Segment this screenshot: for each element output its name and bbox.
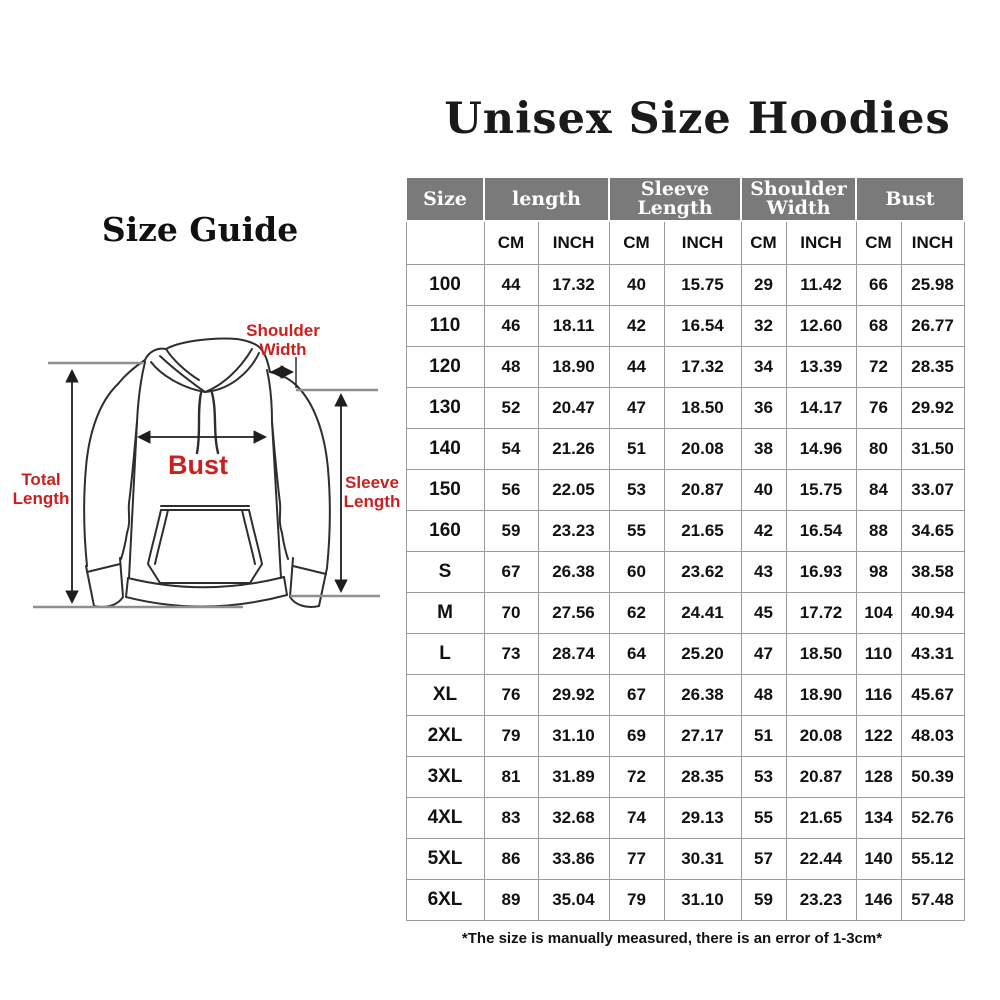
value-cell: 27.17 xyxy=(664,716,741,757)
table-row xyxy=(406,634,964,675)
size-cell: 3XL xyxy=(406,757,484,798)
value-cell: 44 xyxy=(609,347,664,388)
value-cell: 66 xyxy=(856,265,901,306)
value-cell: 79 xyxy=(609,880,664,921)
value-cell: 22.05 xyxy=(538,470,609,511)
size-cell: S xyxy=(406,552,484,593)
value-cell: 32.68 xyxy=(538,798,609,839)
value-cell: 98 xyxy=(856,552,901,593)
size-cell: 160 xyxy=(406,511,484,552)
size-cell: 5XL xyxy=(406,839,484,880)
value-cell: 47 xyxy=(609,388,664,429)
value-cell: 23.23 xyxy=(538,511,609,552)
value-cell: 27.56 xyxy=(538,593,609,634)
value-cell: 26.38 xyxy=(664,675,741,716)
value-cell: 31.50 xyxy=(901,429,964,470)
value-cell: 50.39 xyxy=(901,757,964,798)
value-cell: 31.89 xyxy=(538,757,609,798)
size-guide-heading: Size Guide xyxy=(101,210,299,249)
unit-header: INCH xyxy=(786,221,856,265)
col-header-bust: Bust xyxy=(856,177,964,221)
value-cell: 23.23 xyxy=(786,880,856,921)
value-cell: 42 xyxy=(741,511,786,552)
value-cell: 18.50 xyxy=(664,388,741,429)
value-cell: 33.07 xyxy=(901,470,964,511)
value-cell: 38.58 xyxy=(901,552,964,593)
table-row xyxy=(406,675,964,716)
footnote: *The size is manually measured, there is an error of 1-3cm* xyxy=(461,930,883,947)
value-cell: 34.65 xyxy=(901,511,964,552)
value-cell: 29 xyxy=(741,265,786,306)
value-cell: 17.72 xyxy=(786,593,856,634)
value-cell: 57 xyxy=(741,839,786,880)
value-cell: 81 xyxy=(484,757,538,798)
size-table-body xyxy=(406,265,964,921)
value-cell: 15.75 xyxy=(664,265,741,306)
value-cell: 31.10 xyxy=(664,880,741,921)
total-length-label: Total Length xyxy=(12,470,70,509)
value-cell: 55 xyxy=(741,798,786,839)
value-cell: 29.13 xyxy=(664,798,741,839)
value-cell: 48.03 xyxy=(901,716,964,757)
value-cell: 52.76 xyxy=(901,798,964,839)
value-cell: 88 xyxy=(856,511,901,552)
value-cell: 16.54 xyxy=(664,306,741,347)
table-row xyxy=(406,265,964,306)
value-cell: 51 xyxy=(741,716,786,757)
value-cell: 16.54 xyxy=(786,511,856,552)
value-cell: 30.31 xyxy=(664,839,741,880)
value-cell: 29.92 xyxy=(901,388,964,429)
unit-header: CM xyxy=(484,221,538,265)
value-cell: 56 xyxy=(484,470,538,511)
bust-label: Bust xyxy=(168,450,228,480)
value-cell: 20.47 xyxy=(538,388,609,429)
value-cell: 62 xyxy=(609,593,664,634)
value-cell: 26.38 xyxy=(538,552,609,593)
col-header-size: Size xyxy=(406,177,484,221)
value-cell: 34 xyxy=(741,347,786,388)
value-cell: 35.04 xyxy=(538,880,609,921)
col-header-sleeve-length: Sleeve Length xyxy=(609,177,741,221)
value-cell: 46 xyxy=(484,306,538,347)
size-cell: M xyxy=(406,593,484,634)
value-cell: 21.65 xyxy=(664,511,741,552)
value-cell: 38 xyxy=(741,429,786,470)
table-row xyxy=(406,593,964,634)
value-cell: 86 xyxy=(484,839,538,880)
value-cell: 60 xyxy=(609,552,664,593)
size-cell: L xyxy=(406,634,484,675)
value-cell: 76 xyxy=(856,388,901,429)
table-row xyxy=(406,716,964,757)
col-header-length: length xyxy=(484,177,609,221)
value-cell: 31.10 xyxy=(538,716,609,757)
value-cell: 67 xyxy=(484,552,538,593)
size-table xyxy=(405,176,965,921)
value-cell: 28.35 xyxy=(901,347,964,388)
value-cell: 89 xyxy=(484,880,538,921)
value-cell: 18.90 xyxy=(786,675,856,716)
size-cell: 2XL xyxy=(406,716,484,757)
value-cell: 20.87 xyxy=(664,470,741,511)
size-cell: 130 xyxy=(406,388,484,429)
table-row xyxy=(406,511,964,552)
table-row xyxy=(406,757,964,798)
value-cell: 28.74 xyxy=(538,634,609,675)
unit-header: CM xyxy=(609,221,664,265)
value-cell: 76 xyxy=(484,675,538,716)
col-header-shoulder-width: Shoulder Width xyxy=(741,177,856,221)
value-cell: 18.90 xyxy=(538,347,609,388)
unit-header: CM xyxy=(856,221,901,265)
value-cell: 54 xyxy=(484,429,538,470)
table-row xyxy=(406,552,964,593)
value-cell: 11.42 xyxy=(786,265,856,306)
value-cell: 73 xyxy=(484,634,538,675)
value-cell: 28.35 xyxy=(664,757,741,798)
value-cell: 33.86 xyxy=(538,839,609,880)
value-cell: 15.75 xyxy=(786,470,856,511)
size-cell: 110 xyxy=(406,306,484,347)
value-cell: 17.32 xyxy=(538,265,609,306)
unit-header: INCH xyxy=(901,221,964,265)
value-cell: 14.17 xyxy=(786,388,856,429)
value-cell: 23.62 xyxy=(664,552,741,593)
table-row xyxy=(406,388,964,429)
size-cell: XL xyxy=(406,675,484,716)
size-cell: 140 xyxy=(406,429,484,470)
value-cell: 68 xyxy=(856,306,901,347)
value-cell: 80 xyxy=(856,429,901,470)
value-cell: 57.48 xyxy=(901,880,964,921)
size-cell: 150 xyxy=(406,470,484,511)
value-cell: 72 xyxy=(856,347,901,388)
value-cell: 72 xyxy=(609,757,664,798)
unit-header: CM xyxy=(741,221,786,265)
value-cell: 67 xyxy=(609,675,664,716)
value-cell: 83 xyxy=(484,798,538,839)
value-cell: 40 xyxy=(741,470,786,511)
table-row xyxy=(406,429,964,470)
size-cell: 4XL xyxy=(406,798,484,839)
table-row xyxy=(406,306,964,347)
table-group-header-row xyxy=(406,177,964,221)
value-cell: 134 xyxy=(856,798,901,839)
value-cell: 20.87 xyxy=(786,757,856,798)
value-cell: 64 xyxy=(609,634,664,675)
table-row xyxy=(406,839,964,880)
value-cell: 122 xyxy=(856,716,901,757)
value-cell: 53 xyxy=(609,470,664,511)
table-row xyxy=(406,470,964,511)
value-cell: 25.98 xyxy=(901,265,964,306)
value-cell: 24.41 xyxy=(664,593,741,634)
value-cell: 74 xyxy=(609,798,664,839)
value-cell: 77 xyxy=(609,839,664,880)
value-cell: 55.12 xyxy=(901,839,964,880)
value-cell: 42 xyxy=(609,306,664,347)
table-row xyxy=(406,798,964,839)
value-cell: 25.20 xyxy=(664,634,741,675)
value-cell: 18.11 xyxy=(538,306,609,347)
value-cell: 36 xyxy=(741,388,786,429)
value-cell: 43 xyxy=(741,552,786,593)
value-cell: 116 xyxy=(856,675,901,716)
value-cell: 21.65 xyxy=(786,798,856,839)
value-cell: 16.93 xyxy=(786,552,856,593)
value-cell: 21.26 xyxy=(538,429,609,470)
value-cell: 69 xyxy=(609,716,664,757)
value-cell: 22.44 xyxy=(786,839,856,880)
size-cell: 120 xyxy=(406,347,484,388)
value-cell: 40 xyxy=(609,265,664,306)
value-cell: 128 xyxy=(856,757,901,798)
size-cell: 6XL xyxy=(406,880,484,921)
value-cell: 20.08 xyxy=(664,429,741,470)
value-cell: 26.77 xyxy=(901,306,964,347)
value-cell: 52 xyxy=(484,388,538,429)
value-cell: 18.50 xyxy=(786,634,856,675)
value-cell: 146 xyxy=(856,880,901,921)
value-cell: 14.96 xyxy=(786,429,856,470)
value-cell: 84 xyxy=(856,470,901,511)
page-title: Unisex Size Hoodies xyxy=(444,94,951,144)
value-cell: 48 xyxy=(741,675,786,716)
value-cell: 20.08 xyxy=(786,716,856,757)
value-cell: 32 xyxy=(741,306,786,347)
value-cell: 13.39 xyxy=(786,347,856,388)
value-cell: 17.32 xyxy=(664,347,741,388)
value-cell: 59 xyxy=(484,511,538,552)
value-cell: 29.92 xyxy=(538,675,609,716)
table-row xyxy=(406,880,964,921)
value-cell: 140 xyxy=(856,839,901,880)
value-cell: 45.67 xyxy=(901,675,964,716)
unit-header: INCH xyxy=(538,221,609,265)
value-cell: 104 xyxy=(856,593,901,634)
value-cell: 44 xyxy=(484,265,538,306)
unit-header: INCH xyxy=(664,221,741,265)
value-cell: 47 xyxy=(741,634,786,675)
unit-spacer xyxy=(406,221,484,265)
value-cell: 110 xyxy=(856,634,901,675)
value-cell: 53 xyxy=(741,757,786,798)
table-row xyxy=(406,347,964,388)
value-cell: 48 xyxy=(484,347,538,388)
size-cell: 100 xyxy=(406,265,484,306)
value-cell: 40.94 xyxy=(901,593,964,634)
value-cell: 79 xyxy=(484,716,538,757)
sleeve-length-label: Sleeve Length xyxy=(343,473,401,512)
value-cell: 12.60 xyxy=(786,306,856,347)
value-cell: 70 xyxy=(484,593,538,634)
value-cell: 45 xyxy=(741,593,786,634)
value-cell: 51 xyxy=(609,429,664,470)
shoulder-width-label: Shoulder Width xyxy=(246,321,320,360)
value-cell: 43.31 xyxy=(901,634,964,675)
table-unit-header-row xyxy=(406,221,964,265)
value-cell: 59 xyxy=(741,880,786,921)
value-cell: 55 xyxy=(609,511,664,552)
